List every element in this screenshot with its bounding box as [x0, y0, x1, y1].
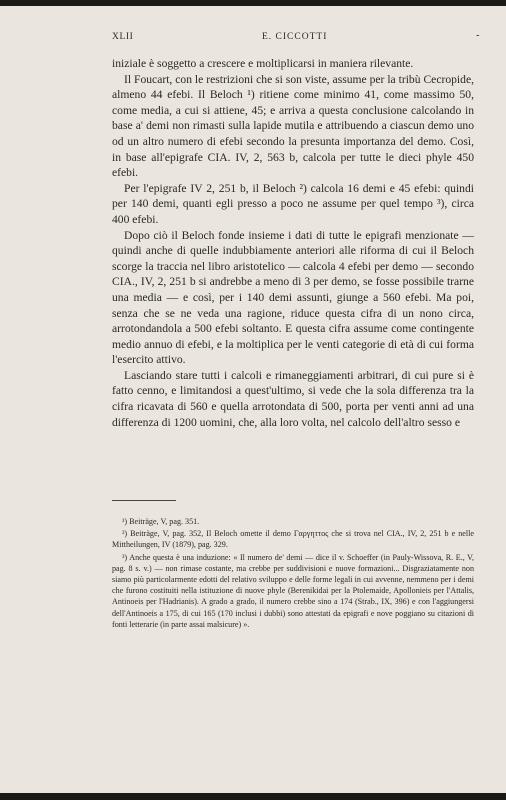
- main-text: [112, 56, 474, 430]
- running-title: E. CICCOTTI: [262, 32, 328, 42]
- paragraph: Per l'epigrafe IV 2, 251 b, il Beloch ²) calcola 16 demi e 45 efebi: quindi per 140 demi, quanti egli presso a poco ne assume per quel tempo ³), circa 400 efebi.: [112, 181, 474, 226]
- paragraph: Il Foucart, con le restrizioni che si son viste, assume per la tribù Cecropide, almeno 44 efebi. Il Beloch ¹) ritiene come minimo 41, come massimo 50, come media, a cui si attiene, 45; e arriva a questa conclusione calcolando in base a' demi non rimasti sulla lapide mutila e attribuendo a ciascun demo uno od un altro numero di efebi secondo la presunta importanza del demo. Così, in base all'epigrafe CIA. IV, 2, 563 b, calcola per tutte le dieci phyle 450 efebi.: [112, 72, 474, 180]
- footnote: ²) Beiträge, V, pag. 352, Il Beloch omette il demo Γαργηττος che si trova nel CIA., IV, 2, 251 b e nelle Mittheilungen, IV (1879), pag. 329.: [112, 529, 474, 550]
- paragraph: Lasciando stare tutti i calcoli e rimaneggiamenti arbitrari, di cui pure si è fatto cenno, e limitandosi a quest'ultimo, si vede che la sola differenza tra la cifra ricavata di 560 e quella arrotondata di 500, porta per venti anni ad una differenza di 1200 uomini, che, alla loro volta, nel calcolo dell'altro sesso e: [112, 368, 474, 429]
- scan-border-bottom: [0, 793, 506, 800]
- footnotes: [112, 516, 474, 631]
- footnote-separator: [112, 500, 176, 501]
- footnote: ³) Anche questa è una induzione: « Il numero de' demi — dice il v. Schoeffer (in Pauly-Wissova, R. E., V, pag. 8 s. v.) — non rimase costante, ma crebbe per suddivisioni e nuove formazioni... Disgraziatamente non siamo più particolarmente edotti del relativo sviluppo e delle forme legali in cui avvenne, nemmeno per i demi che furono costituiti nella istituzione di nuove phyle (Berenikidai per la Ptolemaide, Apollonieis per l'Attalis, Antinoeis per l'Hadrianis). A grado a grado, il numero crebbe sino a 174 (Strab., IX, 396) e con l'aggiungersi dell'Antinoeis a 175, di cui 165 (170 inclusi i dubbi) sono attestati da epigrafi e nove poggiano su citazioni di fonti letterarie (in parte assai malsicure) ».: [112, 552, 474, 629]
- footnote: ¹) Beiträge, V, pag. 351.: [122, 517, 200, 526]
- paragraph: Dopo ciò il Beloch fonde insieme i dati di tutte le epigrafi menzionate — quindi anche di quelle indubbiamente anteriori alle riforma di cui il Beloch scorge la traccia nel libro aristotelico — calcola 4 efebi per demo — secondo CIA., IV, 2, 251 b si andrebbe a meno di 3 per demo, se fosse possibile trarne una media — e così, per i 140 demi assunti, giunge a 560 efebi. Ma poi, senza che se ne veda una ragione, riduce questa cifra di un nono circa, arrotondandola a 500 efebi soltanto. E questa cifra assume come contingente medio annuo di efebi, e la moltiplica per le venti categorie di età di cui forma l'esercito attivo.: [112, 228, 474, 367]
- page-number: XLII: [112, 32, 134, 42]
- running-header: [112, 30, 480, 46]
- scan-border-top: [0, 0, 506, 6]
- paragraph: iniziale è soggetto a crescere e moltiplicarsi in maniera rilevante.: [112, 57, 414, 70]
- corner-mark: -: [476, 30, 480, 41]
